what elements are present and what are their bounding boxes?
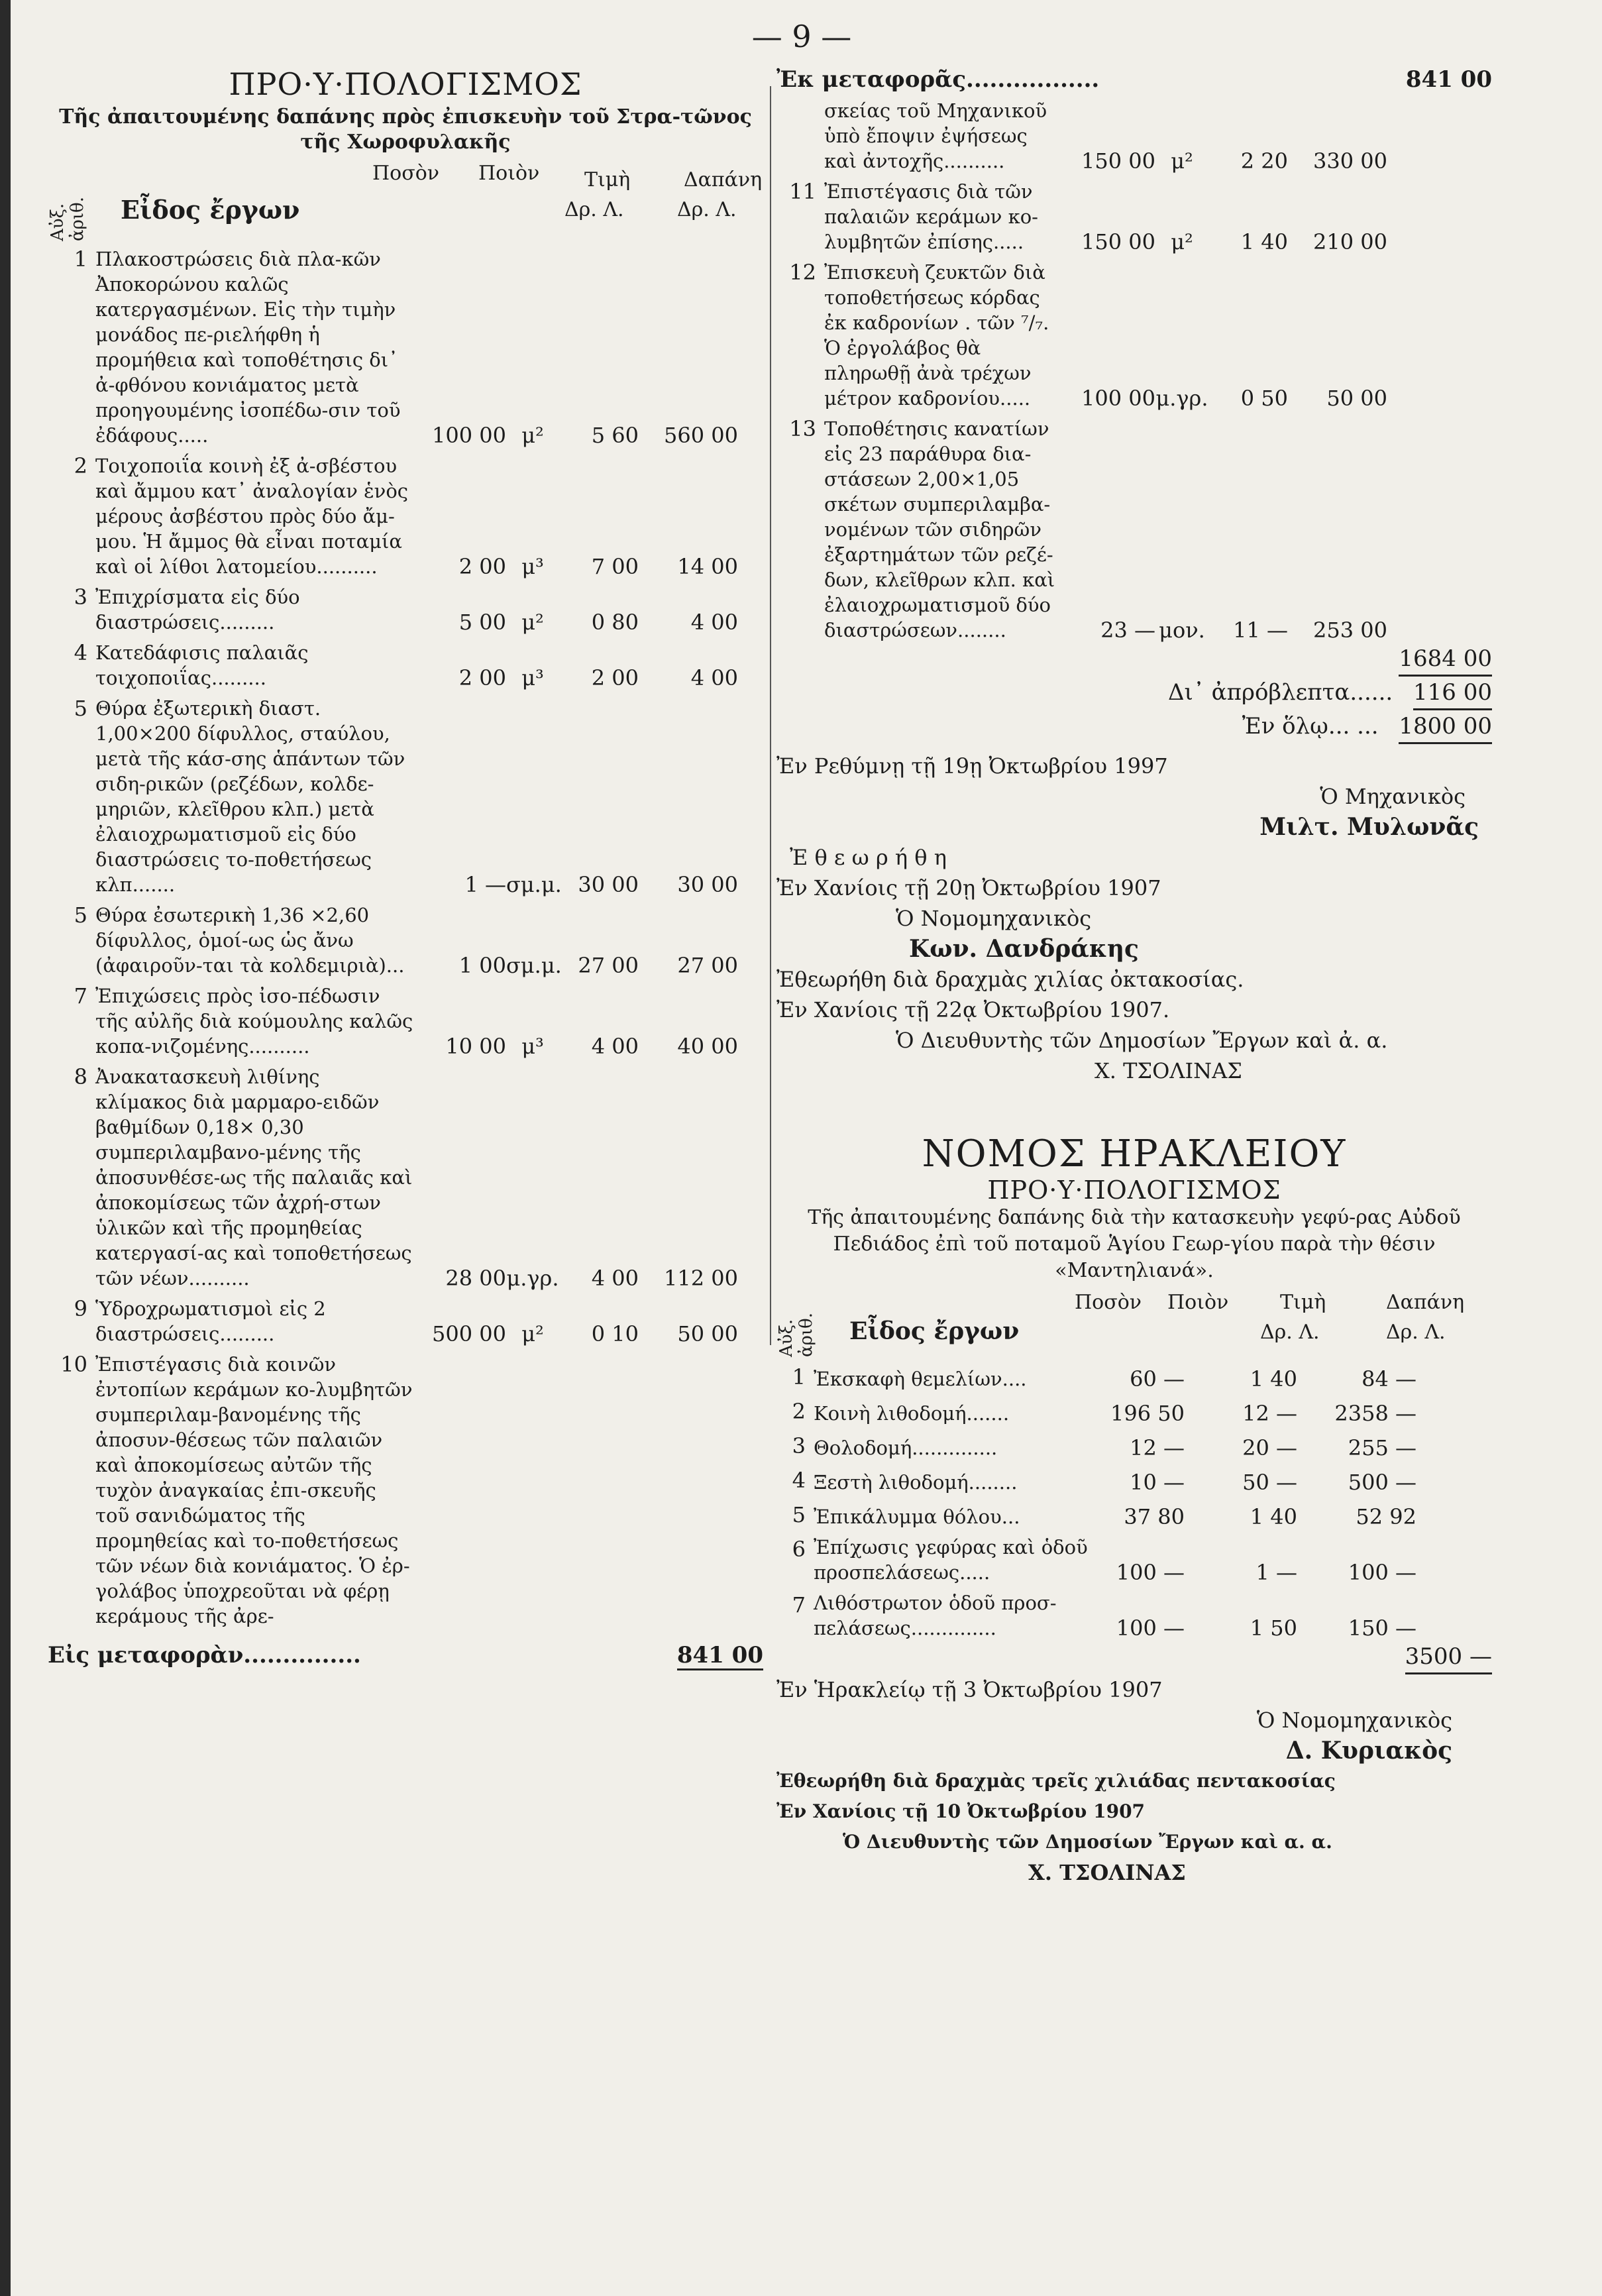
item-cost: 4 00 [690, 665, 738, 690]
item-price: 12 — [1242, 1401, 1297, 1426]
item-unit: σμ.μ. [506, 953, 562, 978]
item-figures [413, 1604, 738, 1629]
item-cost: 52 92 [1356, 1504, 1416, 1529]
right-table-header: Αὐξ. ἀριθ. Εἶδος ἔργων Ποσὸν Ποιὸν Τιμὴ Δρ. Λ. Δαπάνη Δρ. Λ. [776, 1291, 1465, 1357]
contingency-row: Δι᾿ ἀπρόβλεπτα...... 116 00 [776, 677, 1492, 710]
item-cost: 4 00 [690, 610, 738, 635]
left-item [48, 1352, 763, 1629]
left-item [48, 246, 763, 448]
bridge-item [776, 1431, 1492, 1460]
engineer-title: Ὁ Μηχανικὸς [1320, 784, 1466, 809]
item-qty: 100 00 [1081, 386, 1155, 411]
item-cost: 560 00 [664, 423, 738, 448]
item-price: 4 00 [591, 1266, 639, 1291]
item-figures [1092, 1401, 1416, 1426]
item-figures [1063, 229, 1387, 254]
item-description: Κατεδάφισις παλαιᾶς τοιχοποιΐας......... [95, 641, 309, 689]
item-number: 13 [789, 416, 816, 441]
item-price: 11 — [1233, 618, 1288, 643]
item-unit: μ.γρ. [506, 1266, 559, 1291]
item-number: 1 [792, 1364, 806, 1390]
item-unit: μ³ [521, 665, 544, 690]
director2-name: Χ. ΤΣΟΛΙΝΑΣ [1028, 1860, 1186, 1885]
left-item [48, 1064, 763, 1291]
item-qty: 10 00 [445, 1034, 506, 1059]
item-unit: μ³ [521, 1034, 544, 1059]
nomomech-name: Κων. Δανδράκης [909, 935, 1139, 963]
item-figures [413, 554, 738, 579]
left-column [48, 66, 763, 1670]
item-number: 8 [74, 1064, 87, 1089]
left-item [48, 453, 763, 579]
item-unit: μ² [521, 1321, 544, 1346]
item-number: 6 [792, 1537, 806, 1562]
item-cost: 84 — [1362, 1366, 1416, 1392]
approved3-place: Ἐν Χανίοις τῇ 10 Ὀκτωβρίου 1907 [776, 1800, 1146, 1822]
item-figures [413, 953, 738, 978]
nomomech2: Ὁ Νομομηχανικὸς [1256, 1708, 1452, 1733]
item-qty: 10 — [1130, 1470, 1185, 1495]
item-description: Θύρα ἐσωτερικὴ 1,36 ×2,60 δίφυλλος, ὁμοί-ως ὡς ἄνω (ἀφαιροῦν-ται τὰ κολδεμιριὰ)... [95, 904, 405, 977]
item-number: 7 [74, 983, 87, 1009]
col-kind: Εἶδος ἔργων [121, 195, 300, 225]
item-price: 0 10 [591, 1321, 639, 1346]
item-cost: 50 00 [677, 1321, 738, 1346]
item-figures [1092, 1615, 1416, 1641]
left-item [48, 902, 763, 978]
col-price-unit: Δρ. Λ. [564, 198, 624, 221]
item-figures [413, 665, 738, 690]
item-cost: 30 00 [677, 872, 738, 897]
item-number: 2 [792, 1399, 806, 1424]
item-qty: 100 00 [432, 423, 506, 448]
item-figures [413, 610, 738, 635]
bridge-item [776, 1500, 1492, 1529]
item-description: Ὑδροχρωματισμοὶ εἰς 2 διαστρώσεις......... [95, 1297, 326, 1345]
bridge-item [776, 1397, 1492, 1426]
page-edge [0, 0, 11, 2296]
item-price: 50 — [1242, 1470, 1297, 1495]
bridge-items [776, 1362, 1492, 1641]
item-price: 1 50 [1250, 1615, 1297, 1641]
left-subtitle: Τῆς ἀπαιτουμένης δαπάνης πρὸς ἐπισκευὴν τοῦ Στρα-τῶνος τῆς Χωροφυλακῆς [59, 105, 752, 154]
approved2-place: Ἐν Χανίοις τῇ 22ᾳ Ὀκτωβρίου 1907. [776, 997, 1170, 1022]
item-qty: 37 80 [1124, 1504, 1185, 1529]
item-price: 7 00 [591, 554, 639, 579]
nomomech2-name: Δ. Κυριακὸς [1285, 1737, 1452, 1765]
item-number: 11 [789, 179, 816, 204]
item-cost: 255 — [1348, 1435, 1416, 1460]
item-qty: 23 — [1100, 618, 1155, 643]
item-description: Ἐπιστέγασις διὰ κοινῶν ἐντοπίων κεράμων κο-λυμβητῶν συμπεριλαμ-βανομένης τῆς ἀποσυν-θέσεως τῶν παλαιῶν καὶ ἀποκομίσεως αὐτῶν τῆς τυχὸν ἀναγκαίας ἐπι-σκευῆς τοῦ σανιδώματος τῆς προμηθείας καὶ το-ποθετήσεως τῶν νέων διὰ κονιάματος. Ὁ ἐρ-γολάβος ὑποχρεοῦται νὰ φέρῃ κεράμους τῆς ἀρε- [95, 1353, 413, 1627]
item-description: Ἐπισκευὴ ζευκτῶν διὰ τοποθετήσεως κόρδας ἐκ καδρονίων . τῶν ⁷/₇. Ὁ ἐργολάβος θὰ πληρωθῇ ἀνὰ τρέχων μέτρον καδρονίου..... [824, 261, 1049, 410]
item-qty: 100 — [1116, 1560, 1185, 1585]
item-cost: 150 — [1348, 1615, 1416, 1641]
item-qty: 1 00 [458, 953, 506, 978]
item-price: 0 80 [591, 610, 639, 635]
right-item [776, 179, 1492, 254]
right-items [776, 179, 1492, 643]
item-figures [1063, 386, 1387, 411]
item-figures [413, 1034, 738, 1059]
item-unit: μ.γρ. [1155, 386, 1208, 411]
item-figures [413, 1266, 738, 1291]
item-figures [413, 423, 738, 448]
item-number: 4 [792, 1468, 806, 1493]
left-items [48, 246, 763, 1629]
approved3: Ἐθεωρήθη διὰ δραχμὰς τρεῖς χιλιάδας πεντακοσίας [776, 1770, 1336, 1792]
item-figures [413, 1321, 738, 1346]
item-description: Ξεστὴ λιθοδομή........ [814, 1471, 1018, 1494]
bridge-item [776, 1535, 1492, 1585]
subtitle2: Τῆς ἀπαιτουμένης δαπάνης διὰ τὴν κατασκευὴν γεφύ-ρας Αὐδοῦ Πεδιάδος ἐπὶ τοῦ ποταμοῦ Ἁγίου Γεωρ-γίου παρὰ τὴν θέσιν «Μαντηλιανά». [808, 1206, 1461, 1282]
cont-text: σκείας τοῦ Μηχανικοῦ ὑπὸ ἔποψιν ἐψήσεως καὶ ἀντοχῆς.......... [824, 99, 1047, 172]
carry-value: 841 00 [677, 1642, 763, 1670]
item-unit: μ² [521, 610, 544, 635]
item-description: Ἐπίχωσις γεφύρας καὶ ὁδοῦ προσπελάσεως..... [814, 1536, 1088, 1584]
column-divider [770, 86, 771, 1345]
approved: Ἐ θ ε ω ρ ή θ η [790, 845, 947, 870]
approved-place: Ἐν Χανίοις τῇ 20ῃ Ὀκτωβρίου 1907 [776, 875, 1161, 901]
page-number: — 9 — [751, 19, 852, 54]
item-qty: 1 — [464, 872, 506, 897]
item-cost: 2358 — [1334, 1401, 1416, 1426]
item-cost: 100 — [1348, 1560, 1416, 1585]
item-price: 2 00 [591, 665, 639, 690]
item-qty: 500 00 [432, 1321, 506, 1346]
carry-label: Εἰς μεταφορὰν............... [48, 1642, 361, 1668]
item-price: 1 40 [1250, 1366, 1297, 1392]
right-column [776, 66, 1492, 1888]
item-figures [1092, 1435, 1416, 1460]
item-cost: 14 00 [677, 554, 738, 579]
item-number: 3 [792, 1433, 806, 1458]
director: Ὁ Διευθυντὴς τῶν Δημοσίων Ἔργων καὶ ἀ. α. [896, 1028, 1388, 1053]
item-number: 1 [74, 246, 87, 272]
right-carry-label: Ἐκ μεταφορᾶς................. [776, 66, 1100, 93]
item-price: 5 60 [591, 423, 639, 448]
col-cost: Δαπάνη [684, 168, 763, 191]
col-qty: Ποσὸν [372, 162, 440, 185]
item-number: 10 [60, 1352, 87, 1377]
item-description: Ἐπικάλυμμα θόλου... [814, 1505, 1020, 1528]
item-figures [413, 872, 738, 897]
item-description: Λιθόστρωτον ὁδοῦ προσ-πελάσεως.............. [814, 1592, 1057, 1639]
item-description: Ἐπιχώσεις πρὸς ἰσο-πέδωσιν τῆς αὐλῆς διὰ κούμουλης καλῶς κοπα-νιζομένης.......... [95, 985, 413, 1058]
total-row: Ἐν ὅλῳ... ... 1800 00 [776, 710, 1492, 744]
item-qty: 150 00 [1081, 229, 1155, 254]
place-date: Ἐν Ρεθύμνῃ τῇ 19ῃ Ὀκτωβρίου 1997 [776, 753, 1168, 779]
left-item [48, 1296, 763, 1346]
item-qty: 60 — [1130, 1366, 1185, 1392]
item-figures [1092, 1470, 1416, 1495]
place-date2: Ἐν Ἡρακλείῳ τῇ 3 Ὀκτωβρίου 1907 [776, 1677, 1163, 1702]
left-title: ΠΡΟ·Υ·ΠΟΛΟΓΙΣΜΟΣ [229, 66, 582, 102]
col-cost-unit: Δρ. Λ. [677, 198, 737, 221]
item-figures [1092, 1560, 1416, 1585]
item-description: Τοποθέτησις κανατίων εἰς 23 παράθυρα δια-στάσεων 2,00×1,05 σκέτων συμπεριλαμβα-νομένων τῶν σιδηρῶν ἐξαρτημάτων τῶν ρεζέ-δων, κλεῖθρων κλπ. καὶ ἐλαιοχρωματισμοῦ δύο διαστρώσεων........ [824, 417, 1055, 641]
director2: Ὁ Διευθυντὴς τῶν Δημοσίων Ἔργων καὶ α. α. [843, 1831, 1332, 1853]
item-price: 1 40 [1240, 229, 1288, 254]
director-name: Χ. ΤΣΟΛΙΝΑΣ [1095, 1058, 1242, 1083]
item-description: Θολοδομή.............. [814, 1437, 998, 1459]
nomomech: Ὁ Νομομηχανικὸς [896, 906, 1092, 931]
item-cost: 500 — [1348, 1470, 1416, 1495]
item-price: 20 — [1242, 1435, 1297, 1460]
item-description: Ἐκσκαφὴ θεμελίων.... [814, 1368, 1027, 1390]
nomos-heading: ΝΟΜΟΣ ΗΡΑΚΛΕΙΟΥ [922, 1132, 1347, 1175]
left-item [48, 640, 763, 690]
col-qual: Ποιὸν [478, 162, 540, 185]
item-price: 30 00 [578, 872, 639, 897]
item-number: 5 [74, 902, 87, 928]
right-carry [776, 66, 1492, 93]
item-qty: 196 50 [1110, 1401, 1185, 1426]
item-price: 1 — [1255, 1560, 1297, 1585]
engineer-name: Μιλτ. Μυλωνᾶς [1259, 813, 1479, 841]
item-number: 12 [789, 260, 816, 285]
item-qty: 28 00 [445, 1266, 506, 1291]
item-number: 2 [74, 453, 87, 478]
item-qty: 12 — [1130, 1435, 1185, 1460]
item-description: Ἀνακατασκευὴ λιθίνης κλίμακος διὰ μαρμαρο-ειδῶν βαθμίδων 0,18× 0,30 συμπεριλαμβανο-μένης τῆς ἀποσυνθέσε-ως τῆς παλαιᾶς καὶ ἀποκομίσεως τῶν ἀχρή-στων ὑλικῶν καὶ τῆς προμηθείας κατεργασί-ας καὶ τοποθετήσεως τῶν νέων.......... [95, 1066, 413, 1289]
left-item [48, 696, 763, 897]
item-unit: μον. [1159, 618, 1205, 643]
continued-item [776, 98, 1492, 174]
item-price: 1 40 [1250, 1504, 1297, 1529]
item-qty: 5 00 [458, 610, 506, 635]
item-number: 5 [792, 1502, 806, 1527]
left-item [48, 983, 763, 1059]
item-number: 5 [74, 696, 87, 721]
item-description: Τοιχοποιΐα κοινὴ ἐξ ἀ-σβέστου καὶ ἄμμου κατ᾿ ἀναλογίαν ἑνὸς μέρους ἀσβέστου πρὸς δύο ἄμ-μου. Ἡ ἄμμος θὰ εἶναι ποταμία καὶ οἱ λίθοι λατομείου.......... [95, 455, 409, 578]
left-table-header [48, 162, 763, 241]
title2: ΠΡΟ·Υ·ΠΟΛΟΓΙΣΜΟΣ [987, 1175, 1281, 1205]
item-price: 0 50 [1240, 386, 1288, 411]
subtotal: 1684 00 [776, 643, 1492, 677]
cont-figures: 150 00 μ² 2 20 330 00 [1081, 148, 1387, 174]
col-price: Τιμὴ [584, 168, 631, 191]
item-price: 27 00 [578, 953, 639, 978]
item-description: Θύρα ἐξωτερικὴ διαστ. 1,00×200 δίφυλλος, σταύλου, μετὰ τῆς κάσ-σης ἁπάντων τῶν σιδη-ρικῶν (ρεζέδων, κολδε-μηριῶν, κλεῖθρου κλπ.) μετὰ ἐλαιοχρωματισμοῦ εἰς δύο διαστρώσεις το-ποθετήσεως κλπ....... [95, 697, 405, 896]
bridge-item [776, 1590, 1492, 1641]
bridge-item [776, 1466, 1492, 1495]
item-figures [1092, 1504, 1416, 1529]
right-item [776, 260, 1492, 411]
item-unit: μ² [1171, 229, 1193, 254]
item-unit: μ² [521, 423, 544, 448]
approved2: Ἐθεωρήθη διὰ δραχμὰς χιλίας ὀκτακοσίας. [776, 967, 1244, 992]
item-unit: σμ.μ. [506, 872, 562, 897]
item-price: 4 00 [591, 1034, 639, 1059]
item-cost: 210 00 [1313, 229, 1387, 254]
total2: 3500 — [776, 1641, 1492, 1674]
item-description: Πλακοστρώσεις διὰ πλα-κῶν Ἀποκορώνου καλῶς κατεργασμένων. Εἰς τὴν τιμὴν μονάδος πε-ριελήφθη ἡ προμήθεια καὶ τοποθέτησις δι᾿ ἀ-φθόνου κονιάματος μετὰ προηγουμένης ἰσοπέδω-σιν τοῦ ἐδάφους..... [95, 248, 401, 447]
item-cost: 27 00 [677, 953, 738, 978]
item-qty: 2 00 [458, 554, 506, 579]
item-figures [1063, 618, 1387, 643]
item-description: Ἐπιστέγασις διὰ τῶν παλαιῶν κεράμων κο-λυμβητῶν ἐπίσης..... [824, 180, 1038, 253]
left-carry [48, 1642, 763, 1670]
right-carry-value: 841 00 [1405, 66, 1492, 93]
left-item [48, 584, 763, 635]
item-cost: 50 00 [1326, 386, 1387, 411]
item-number: 7 [792, 1592, 806, 1617]
item-description: Ἐπιχρίσματα εἰς δύο διαστρώσεις......... [95, 586, 300, 633]
item-number: 9 [74, 1296, 87, 1321]
item-qty: 100 — [1116, 1615, 1185, 1641]
item-cost: 112 00 [664, 1266, 738, 1291]
item-unit: μ³ [521, 554, 544, 579]
bridge-item [776, 1362, 1492, 1392]
item-description: Κοινὴ λιθοδομή....... [814, 1402, 1010, 1425]
item-cost: 253 00 [1313, 618, 1387, 643]
item-cost: 40 00 [677, 1034, 738, 1059]
item-figures [1092, 1366, 1416, 1392]
right-item [776, 416, 1492, 643]
item-qty: 2 00 [458, 665, 506, 690]
side-label: Αὐξ. ἀριθ. [48, 197, 87, 241]
item-number: 3 [74, 584, 87, 610]
item-number: 4 [74, 640, 87, 665]
